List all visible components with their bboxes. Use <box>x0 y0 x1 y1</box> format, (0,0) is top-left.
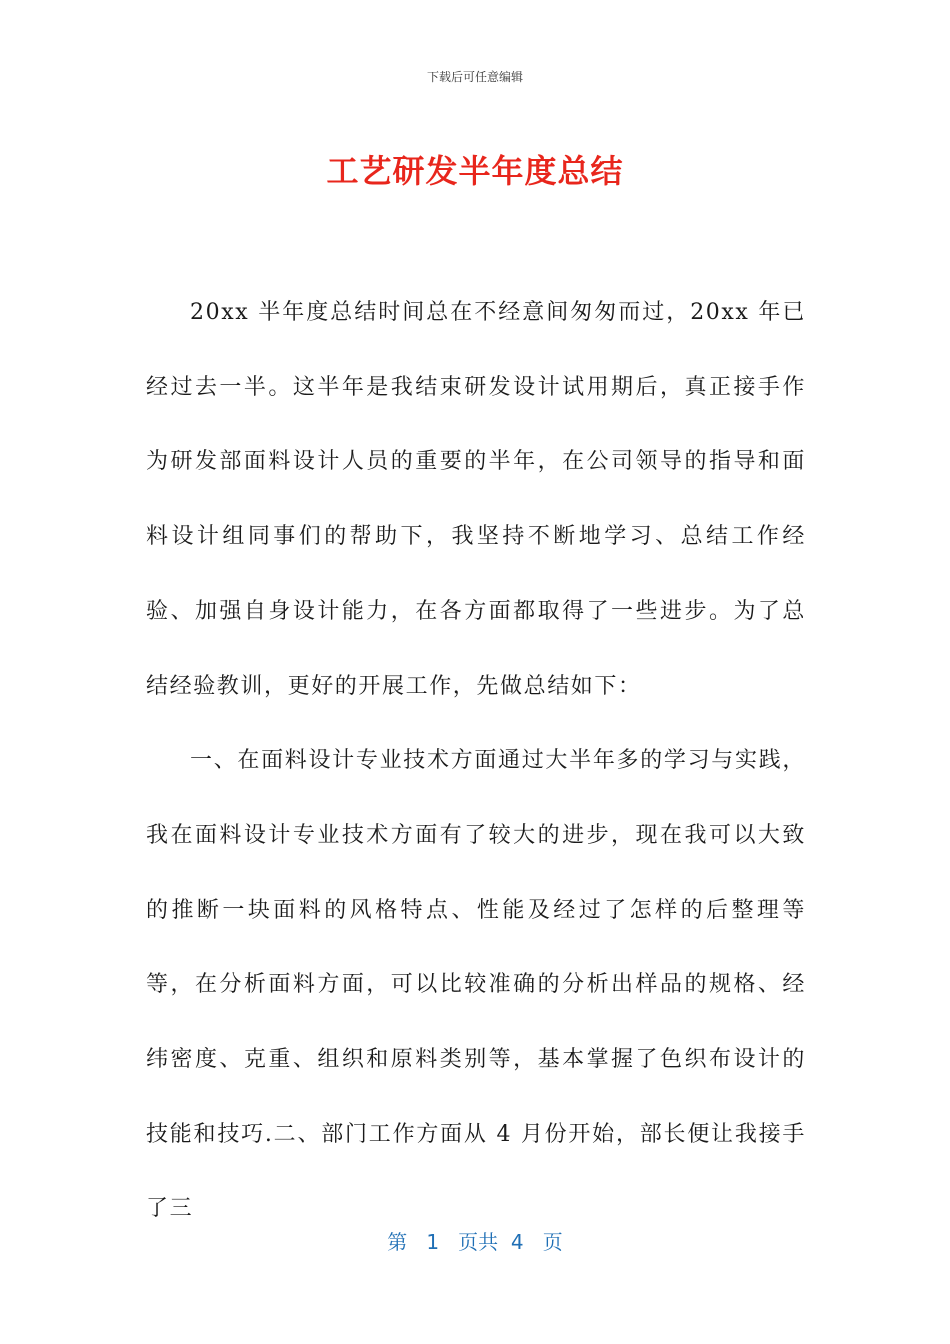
document-body <box>146 276 806 1247</box>
page-footer <box>0 1226 950 1255</box>
header-note: 下载后可任意编辑 <box>426 70 523 84</box>
footer-page-prefix: 第 <box>387 1230 408 1254</box>
footer-page-suffix: 页 <box>542 1230 563 1254</box>
footer-page-total: 4 <box>510 1230 524 1254</box>
document-title: 工艺研发半年度总结 <box>326 152 624 190</box>
footer-page-current: 1 <box>426 1230 440 1254</box>
paragraph-section-one: 一、在面料设计专业技术方面通过大半年多的学习与实践，我在面料设计专业技术方面有了较大的进步，现在我可以大致的推断一块面料的风格特点、性能及经过了怎样的后整理等等，在分析面料方面，可以比较准确的分析出样品的规格、经纬密度、克重、组织和原料类别等，基本掌握了色织布设计的技能和技巧.二、部门工作方面从 4 月份开始，部长便让我接手了三 <box>146 748 806 1222</box>
footer-page-mid: 页共 <box>458 1230 499 1254</box>
paragraph-intro: 20xx 半年度总结时间总在不经意间匆匆而过，20xx 年已经过去一半。这半年是我结束研发设计试用期后，真正接手作为研发部面料设计人员的重要的半年，在公司领导的指导和面料设计组同事们的帮助下，我坚持不断地学习、总结工作经验、加强自身设计能力，在各方面都取得了一些进步。为了总结经验教训，更好的开展工作，先做总结如下： <box>146 300 806 699</box>
